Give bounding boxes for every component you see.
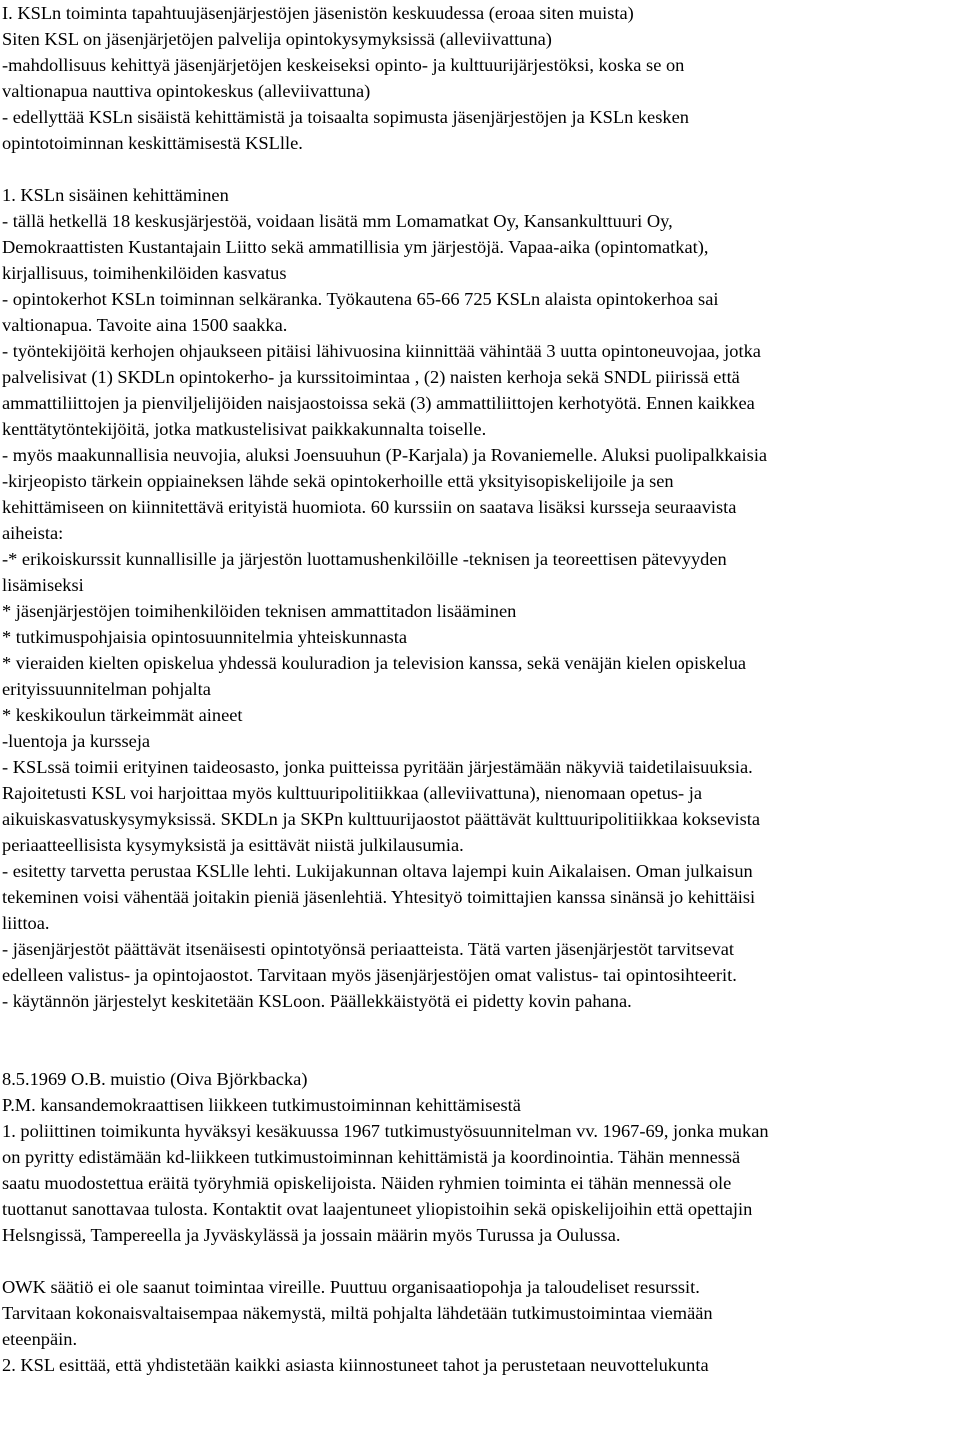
text-line: - jäsenjärjestöt päättävät itsenäisesti opintotyönsä periaatteista. Tätä varten jäsenjärjestöt tarvitsevat bbox=[2, 939, 734, 959]
text-line: -kirjeopisto tärkein oppiaineksen lähde sekä opintokerhoille että yksityisopiskelijoile ja sen bbox=[2, 471, 674, 491]
closing-section bbox=[2, 1274, 958, 1378]
text-line: valtionapua. Tavoite aina 1500 saakka. bbox=[2, 315, 288, 335]
text-line: kirjallisuus, toimihenkilöiden kasvatus bbox=[2, 263, 287, 283]
text-line: - myös maakunnallisia neuvojia, aluksi Joensuuhun (P-Karjala) ja Rovaniemelle. Aluksi puolipalkkaisia bbox=[2, 445, 768, 465]
text-line: 1. poliittinen toimikunta hyväksyi kesäkuussa 1967 tutkimustyösuunnitelman vv. 1967-69, jonka mukan bbox=[2, 1121, 769, 1141]
text-line: kehittämiseen on kiinnitettävä erityistä huomiota. 60 kurssiin on saatava lisäksi kursseja seuraavista bbox=[2, 497, 737, 517]
text-line: - tällä hetkellä 18 keskusjärjestöä, voidaan lisätä mm Lomamatkat Oy, Kansankulttuuri Oy, bbox=[2, 211, 673, 231]
text-line: -luentoja ja kursseja bbox=[2, 731, 151, 751]
text-line: * jäsenjärjestöjen toimihenkilöiden teknisen ammattitadon lisääminen bbox=[2, 601, 517, 621]
text-line: lisämiseksi bbox=[2, 575, 84, 595]
document-page bbox=[2, 0, 958, 1378]
text-line: * tutkimuspohjaisia opintosuunnitelmia yhteiskunnasta bbox=[2, 627, 408, 647]
text-line: Siten KSL on jäsenjärjetöjen palvelija opintokysymyksissä (alleviivattuna) bbox=[2, 29, 552, 49]
memo-section bbox=[2, 1066, 958, 1248]
text-line: - KSLssä toimii erityinen taideosasto, jonka puitteissa pyritään järjestämään näkyviä taidetilaisuuksia. bbox=[2, 757, 753, 777]
text-line: periaatteellisista kysymyksistä ja esittävät niistä julkilausumia. bbox=[2, 835, 464, 855]
paragraph-gap bbox=[2, 1248, 958, 1274]
text-line: on pyritty edistämään kd-liikkeen tutkimustoiminnan kehittämistä ja koordinointia. Tähän mennessä bbox=[2, 1147, 741, 1167]
section-heading: 1. KSLn sisäinen kehittäminen bbox=[2, 185, 229, 205]
text-line: edelleen valistus- ja opintojaostot. Tarvitaan myös jäsenjärjestöjen omat valistus- tai opintosihteerit. bbox=[2, 965, 737, 985]
text-line: aiheista: bbox=[2, 523, 64, 543]
text-line: Rajoitetusti KSL voi harjoittaa myös kulttuuripolitiikkaa (alleviivattuna), nienomaan opetus- ja bbox=[2, 783, 703, 803]
intro-section bbox=[2, 0, 958, 156]
text-line: ammattiliittojen ja pienviljelijöiden naisjaostoissa sekä (3) ammattiliittojen kerhotyötä. Ennen kaikkea bbox=[2, 393, 755, 413]
text-line: kenttätytöntekijöitä, jotka matkustelisivat paikkakunnalta toiselle. bbox=[2, 419, 487, 439]
text-line: -* erikoiskurssit kunnallisille ja järjestön luottamushenkilöille -teknisen ja teoreettisen pätevyyden bbox=[2, 549, 727, 569]
text-line: palvelisivat (1) SKDLn opintokerho- ja kurssitoimintaa , (2) naisten kerhoja sekä SNDL piirissä että bbox=[2, 367, 740, 387]
text-line: Demokraattisten Kustantajain Liitto sekä ammatillisia ym järjestöjä. Vapaa-aika (opintomatkat), bbox=[2, 237, 709, 257]
text-line: Tarvitaan kokonaisvaltaisempaa näkemystä, miltä pohjalta lähdetään tutkimustoimintaa viemään bbox=[2, 1303, 713, 1323]
memo-title: P.M. kansandemokraattisen liikkeen tutkimustoiminnan kehittämisestä bbox=[2, 1095, 521, 1115]
text-line: eteenpäin. bbox=[2, 1329, 78, 1349]
text-line: - edellyttää KSLn sisäistä kehittämistä ja toisaalta sopimusta jäsenjärjestöjen ja KSLn kesken bbox=[2, 107, 689, 127]
text-line: - työntekijöitä kerhojen ohjaukseen pitäisi lähivuosina kiinnittää vähintää 3 uutta opintoneuvojaa, jotka bbox=[2, 341, 761, 361]
text-line: * vieraiden kielten opiskelua yhdessä kouluradion ja television kanssa, sekä venäjän kielen opiskelua bbox=[2, 653, 747, 673]
text-line: saatu muodostettua eräitä työryhmiä opiskelijoista. Näiden ryhmien toiminta ei tähän mennessä ole bbox=[2, 1173, 732, 1193]
text-line: tekeminen voisi vähentää joitakin pieniä jäsenlehtiä. Yhtesityö toimittajien kanssa sinänsä jo kehittäisi bbox=[2, 887, 756, 907]
text-line: - käytännön järjestelyt keskitetään KSLoon. Päällekkäistyötä ei pidetty kovin pahana. bbox=[2, 991, 632, 1011]
text-line: I. KSLn toiminta tapahtuujäsenjärjestöjen jäsenistön keskuudessa (eroaa siten muista) bbox=[2, 3, 634, 23]
paragraph-gap bbox=[2, 156, 958, 182]
text-line: * keskikoulun tärkeimmät aineet bbox=[2, 705, 243, 725]
text-line: erityissuunnitelman pohjalta bbox=[2, 679, 211, 699]
section-gap bbox=[2, 1014, 958, 1066]
text-line: - opintokerhot KSLn toiminnan selkäranka. Työkautena 65-66 725 KSLn alaista opintokerhoa sai bbox=[2, 289, 719, 309]
memo-heading: 8.5.1969 O.B. muistio (Oiva Björkbacka) bbox=[2, 1069, 308, 1089]
text-line: Helsngissä, Tampereella ja Jyväskylässä ja jossain määrin myös Turussa ja Oulussa. bbox=[2, 1225, 621, 1245]
text-line: aikuiskasvatuskysymyksissä. SKDLn ja SKPn kulttuurijaostot päättävät kulttuuripolitiikkaa koksevista bbox=[2, 809, 761, 829]
text-line: valtionapua nauttiva opintokeskus (alleviivattuna) bbox=[2, 81, 371, 101]
text-line: -mahdollisuus kehittyä jäsenjärjetöjen keskeiseksi opinto- ja kulttuurijärjestöksi, koska se on bbox=[2, 55, 685, 75]
text-line: - esitetty tarvetta perustaa KSLlle lehti. Lukijakunnan oltava lajempi kuin Aikalaisen. Oman julkaisun bbox=[2, 861, 753, 881]
text-line: opintotoiminnan keskittämisestä KSLlle. bbox=[2, 133, 303, 153]
text-line: tuottanut sanottavaa tulosta. Kontaktit ovat laajentuneet yliopistoihin sekä opiskelijoihin että opettajin bbox=[2, 1199, 753, 1219]
text-line: OWK säätiö ei ole saanut toimintaa vireille. Puuttuu organisaatiopohja ja taloudeliset resurssit. bbox=[2, 1277, 700, 1297]
section-1 bbox=[2, 182, 958, 1014]
text-line: 2. KSL esittää, että yhdistetään kaikki asiasta kiinnostuneet tahot ja perustetaan neuvottelukunta bbox=[2, 1355, 709, 1375]
text-line: liittoa. bbox=[2, 913, 50, 933]
